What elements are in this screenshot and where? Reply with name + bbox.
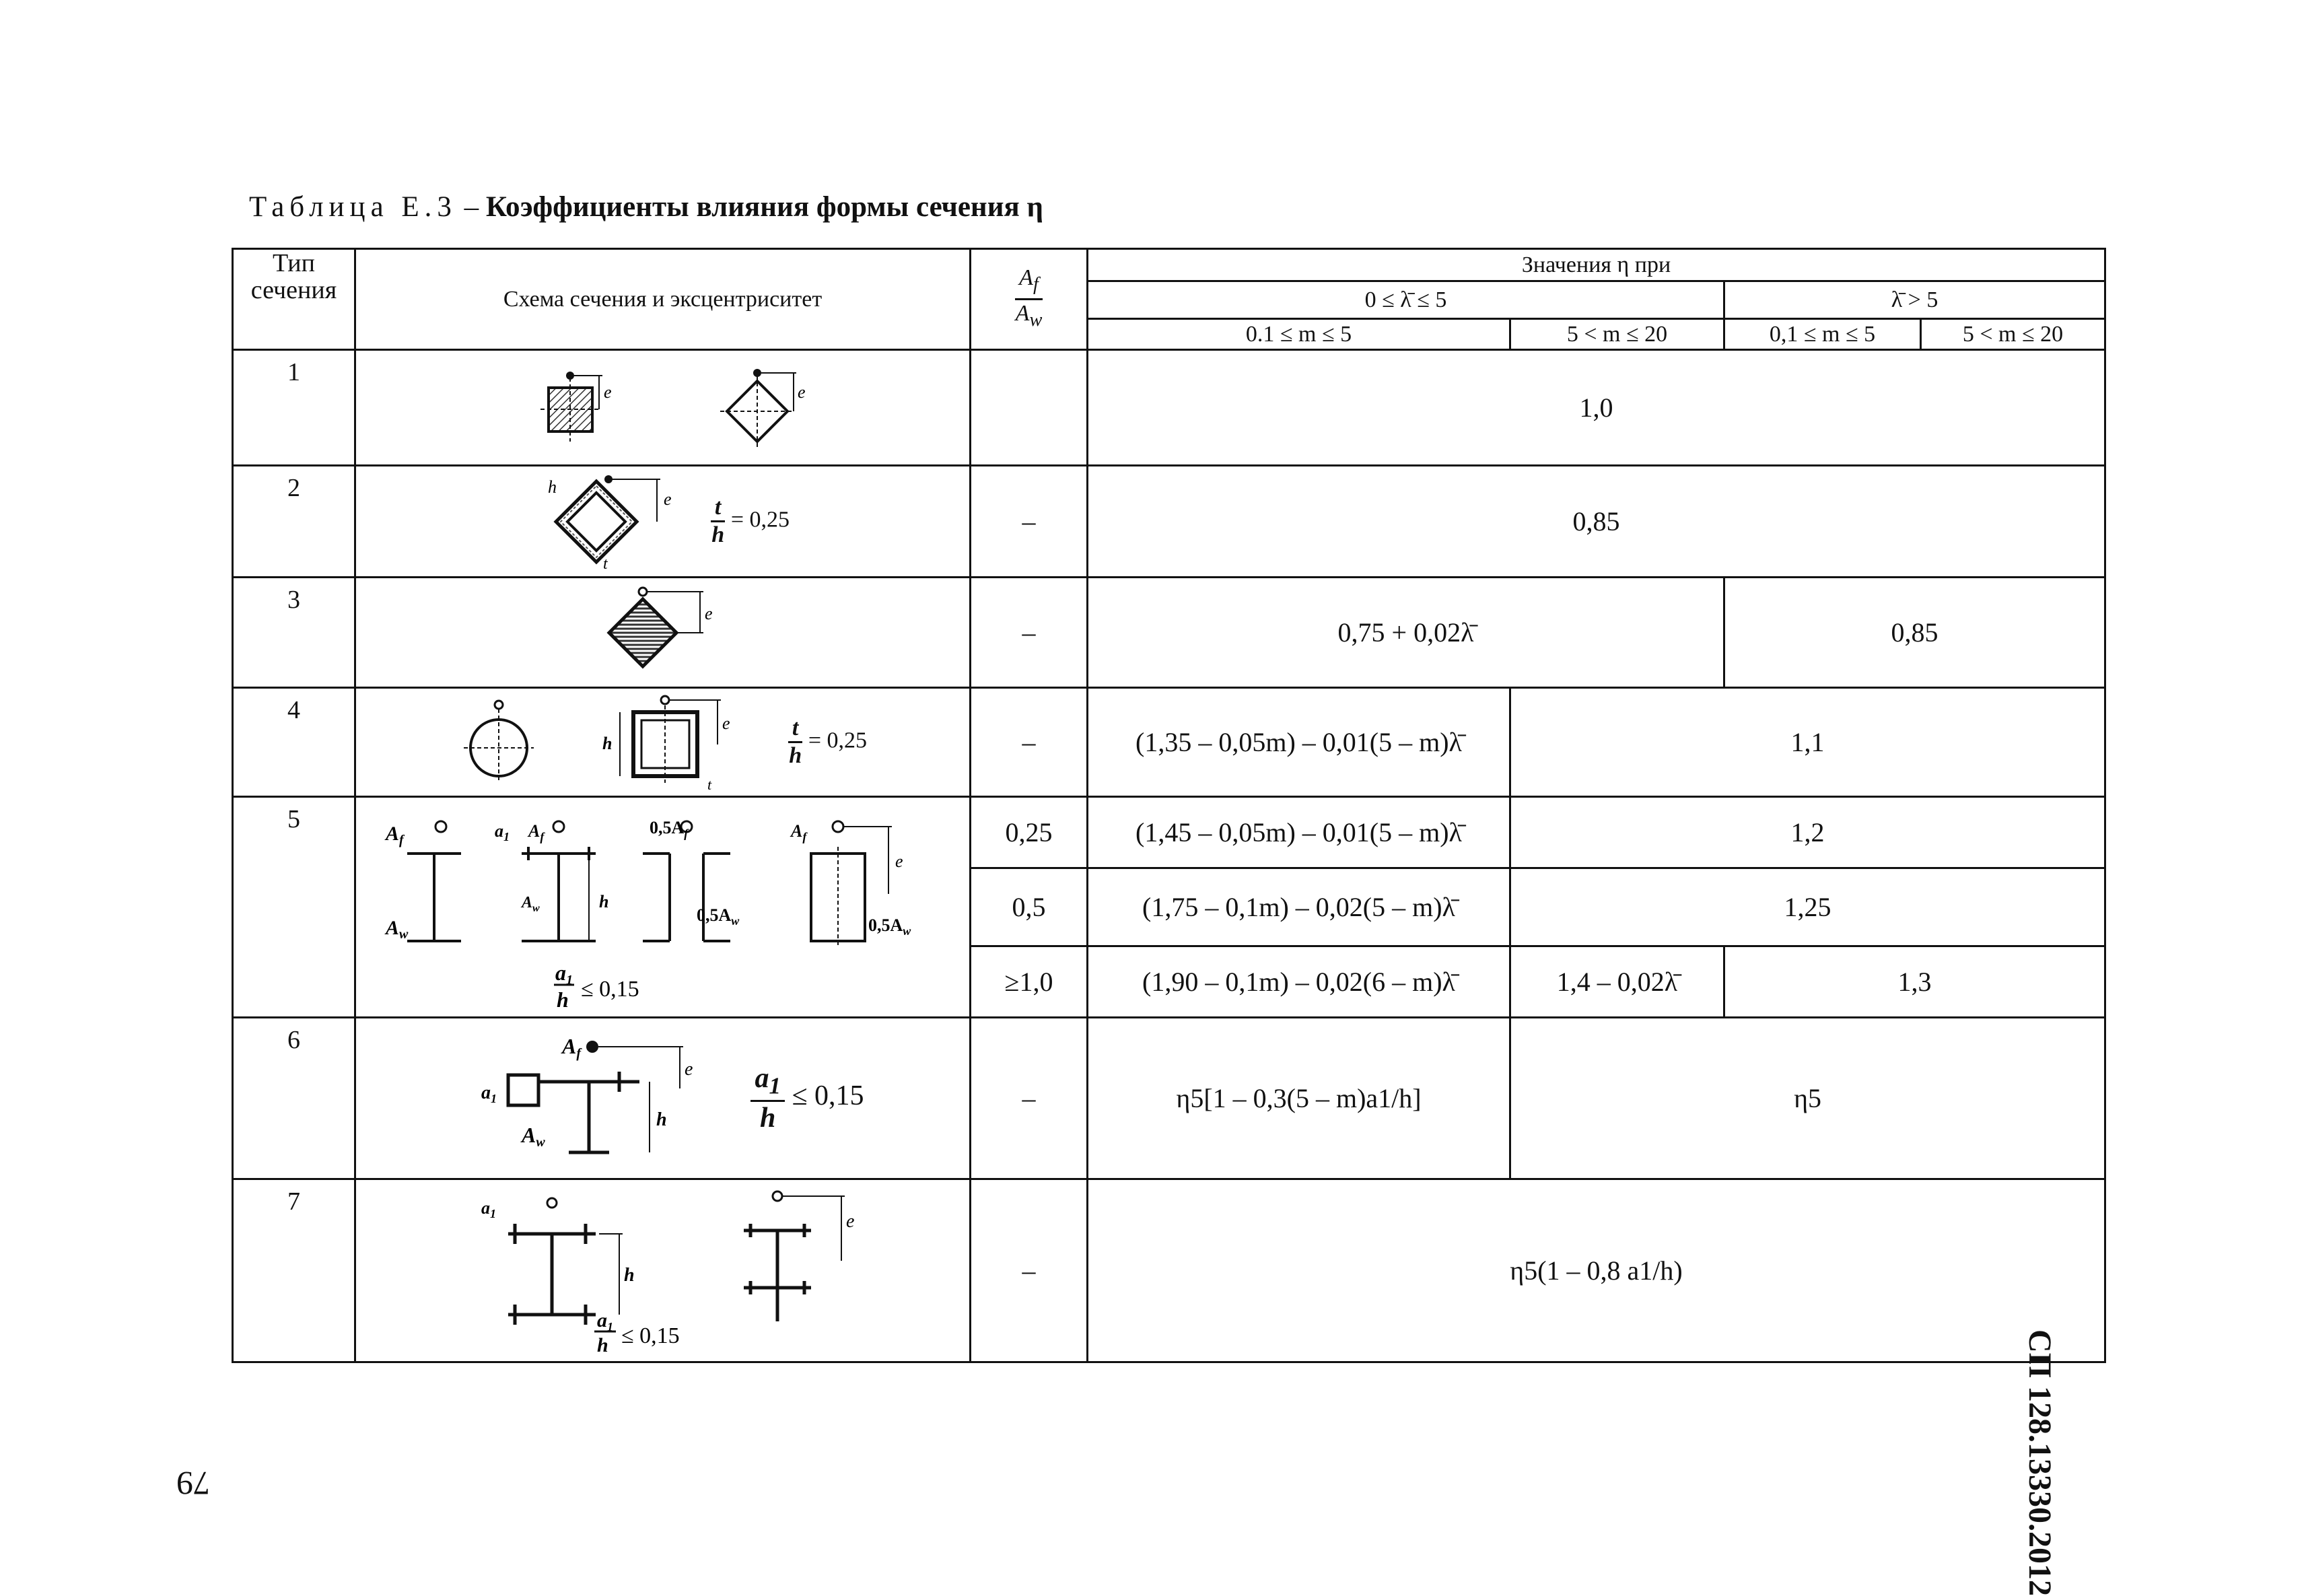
svg-text:e: e (685, 1058, 693, 1080)
table-caption (249, 190, 1043, 223)
ratio-note: $\frac{t}{h}$ = 0,25 (711, 495, 790, 547)
row-value-a2: 1,4 – 0,02λ̄ (1510, 946, 1724, 1018)
row-type: 2 (233, 466, 355, 578)
svg-text:h: h (596, 1333, 608, 1356)
scheme-4 (355, 688, 971, 797)
svg-text:a1: $a_1$ (481, 1082, 497, 1105)
svg-text:0,5Af: $0,5A_f$ (649, 817, 688, 840)
svg-text:Af: $A_f$ (385, 822, 404, 847)
svg-text:h: h (547, 477, 557, 497)
header-range-a: 0 ≤ λ̄ ≤ 5 (1088, 281, 1724, 319)
filled-diamond-diagram (589, 582, 737, 683)
header-sub-a2: 5 < m ≤ 20 (1510, 319, 1724, 350)
tee-section-diagram (461, 1028, 703, 1169)
table-row (233, 578, 2105, 688)
table-row (233, 797, 2105, 868)
svg-text:≤ 0,15: ≤ 0,15 (621, 1323, 680, 1348)
header-values: Значения η при (1088, 249, 2105, 281)
table-row (233, 1018, 2105, 1179)
svg-text:Af: $A_f$ (528, 821, 544, 843)
header-sub-a1: 0.1 ≤ m ≤ 5 (1088, 319, 1510, 350)
svg-text:≤ 0,15: ≤ 0,15 (580, 976, 639, 1002)
svg-text:e: e (895, 851, 903, 871)
row-ratio: – (971, 1018, 1088, 1179)
hollow-diamond-diagram (536, 471, 684, 572)
row-value-a: (1,35 – 0,05m) – 0,01(5 – m)λ̄ (1088, 688, 1510, 797)
row-value: 0,85 (1088, 466, 2105, 578)
svg-text:e: e (663, 489, 672, 509)
svg-text:e: e (704, 603, 713, 623)
scheme-7 (355, 1179, 971, 1362)
row-value-b: 1,1 (1510, 688, 2105, 797)
svg-text:t: t (602, 555, 608, 573)
svg-text:a1: $a_1$ (596, 1309, 613, 1333)
box-section-diagram (593, 692, 748, 793)
svg-text:Aw: $A_w$ (521, 893, 540, 914)
svg-text:0,5Aw: $0,5A_w$ (696, 905, 739, 928)
coefficients-table (232, 248, 2106, 1363)
scheme-1 (355, 350, 971, 466)
table-row (233, 466, 2105, 578)
table-row (233, 1179, 2105, 1362)
row-ratio: – (971, 466, 1088, 578)
page-number: 79 (176, 1465, 210, 1502)
ratio-note: $\frac{t}{h}$ = 0,25 (789, 716, 868, 768)
svg-text:t: t (707, 775, 712, 793)
row-ratio: – (971, 1179, 1088, 1362)
header-sub-b2: 5 < m ≤ 20 (1921, 319, 2105, 350)
i-beam-sections-diagram (367, 806, 959, 1012)
svg-text:e: e (797, 382, 806, 402)
row-type: 7 (233, 1179, 355, 1362)
row-value-a: η5[1 – 0,3(5 – m)a1/h] (1088, 1018, 1510, 1179)
row-type: 1 (233, 350, 355, 466)
cross-section-diagram (448, 1187, 878, 1355)
ratio-note: $\frac{a_1}{h}$ ≤ 0,15 (750, 1062, 864, 1134)
row-value: 1,0 (1088, 350, 2105, 466)
square-sections-diagram (522, 361, 804, 455)
row-value-a: (1,75 – 0,1m) – 0,02(5 – m)λ̄ (1088, 868, 1510, 946)
table-row (233, 350, 2105, 466)
circle-section-diagram (458, 695, 553, 790)
row-type: 3 (233, 578, 355, 688)
header-ratio: $\frac{A_f}{A_w}$ (971, 249, 1088, 350)
svg-text:Af: Af (562, 1033, 582, 1061)
caption-title: Коэффициенты влияния формы сечения η (485, 191, 1043, 223)
row-ratio: 0,5 (971, 868, 1088, 946)
row-value-b: 0,85 (1724, 578, 2105, 688)
svg-text:h: h (623, 1264, 635, 1286)
svg-text:e: e (845, 1210, 854, 1232)
scheme-2 (355, 466, 971, 578)
row-type: 5 (233, 797, 355, 1018)
caption-label: Таблица Е.3 (249, 191, 457, 223)
row-ratio: ≥1,0 (971, 946, 1088, 1018)
row-ratio: – (971, 688, 1088, 797)
row-value-b: η5 (1510, 1018, 2105, 1179)
row-ratio: – (971, 578, 1088, 688)
row-type: 4 (233, 688, 355, 797)
svg-text:a1: $a_1$ (494, 821, 510, 843)
svg-text:h: h (656, 1109, 668, 1130)
row-value-a: 0,75 + 0,02λ̄ (1088, 578, 1724, 688)
header-type: Тип сечения (233, 249, 355, 350)
row-value-a: (1,90 – 0,1m) – 0,02(6 – m)λ̄ (1088, 946, 1510, 1018)
table-row (233, 688, 2105, 797)
document-id: СП 128.13330.2012 (2022, 1329, 2058, 1596)
row-type: 6 (233, 1018, 355, 1179)
svg-text:e: e (722, 713, 730, 733)
caption-dash: – (464, 191, 479, 223)
scheme-5 (355, 797, 971, 1018)
scheme-6 (355, 1018, 971, 1179)
row-value-a: (1,45 – 0,05m) – 0,01(5 – m)λ̄ (1088, 797, 1510, 868)
svg-text:Af: $A_f$ (790, 821, 806, 843)
row-value: η5(1 – 0,8 a1/h) (1088, 1179, 2105, 1362)
svg-text:h: h (602, 733, 613, 753)
svg-text:0,5Aw: $0,5A_w$ (868, 915, 911, 938)
header-sub-b1: 0,1 ≤ m ≤ 5 (1724, 319, 1921, 350)
row-value-b: 1,3 (1724, 946, 2105, 1018)
svg-text:Aw: $A_w$ (385, 916, 408, 942)
row-value-b: 1,25 (1510, 868, 2105, 946)
header-scheme: Схема сечения и эксцентриситет (355, 249, 971, 350)
row-ratio (971, 350, 1088, 466)
svg-text:Aw: Aw (522, 1122, 546, 1150)
svg-text:a1: a1 (555, 960, 573, 987)
svg-text:e: e (603, 382, 612, 402)
header-range-b: λ̄ > 5 (1724, 281, 2105, 319)
scheme-3 (355, 578, 971, 688)
svg-text:h: h (556, 987, 569, 1012)
svg-text:a1: $a_1$ (481, 1198, 496, 1220)
row-value-b: 1,2 (1510, 797, 2105, 868)
svg-text:h: h (598, 891, 608, 911)
row-ratio: 0,25 (971, 797, 1088, 868)
